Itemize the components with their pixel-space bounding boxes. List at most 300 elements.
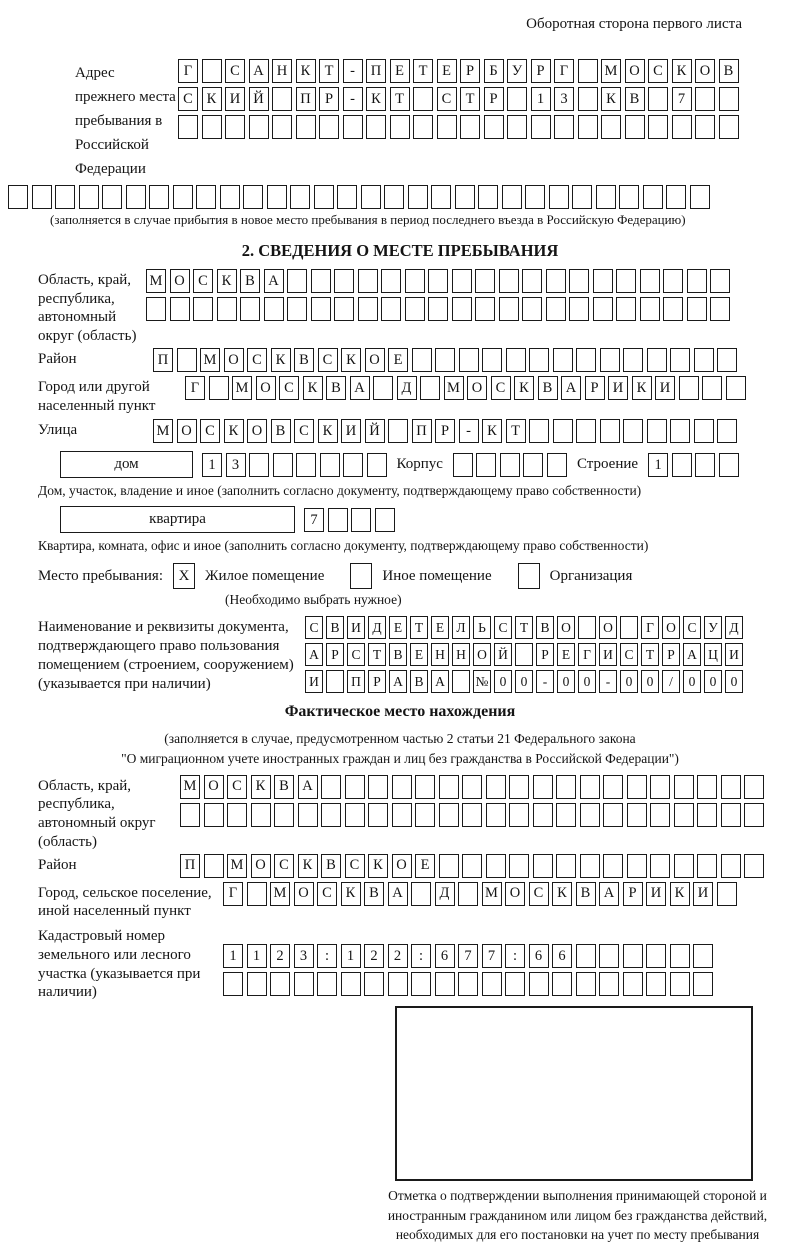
char-cell: Г bbox=[641, 616, 659, 639]
char-cell bbox=[670, 972, 690, 996]
char-cell: О bbox=[467, 376, 487, 400]
char-cell bbox=[345, 803, 365, 827]
char-cell bbox=[697, 854, 717, 878]
char-cell bbox=[603, 854, 623, 878]
char-cell bbox=[505, 972, 525, 996]
char-cell bbox=[413, 115, 433, 139]
char-cell: И bbox=[693, 882, 713, 906]
char-cell bbox=[744, 803, 764, 827]
region-label: Область, край, республика, автономный округ (область) bbox=[38, 271, 137, 345]
char-cell: Д bbox=[368, 616, 386, 639]
char-cell: Е bbox=[410, 643, 428, 666]
char-cell: 1 bbox=[247, 944, 267, 968]
char-cell bbox=[249, 453, 269, 477]
char-cell: 3 bbox=[226, 453, 246, 477]
char-cell: С bbox=[529, 882, 549, 906]
char-cell bbox=[341, 972, 361, 996]
char-cell: 1 bbox=[648, 453, 668, 477]
char-cell bbox=[220, 185, 240, 209]
char-cell: Т bbox=[410, 616, 428, 639]
char-cell bbox=[721, 803, 741, 827]
char-cell: В bbox=[326, 616, 344, 639]
char-cell bbox=[509, 854, 529, 878]
char-cell: О bbox=[599, 616, 617, 639]
char-cell: М bbox=[601, 59, 621, 83]
char-cell bbox=[533, 854, 553, 878]
char-cell: 0 bbox=[683, 670, 701, 693]
char-cell bbox=[55, 185, 75, 209]
char-cell bbox=[674, 854, 694, 878]
char-cell bbox=[431, 185, 451, 209]
char-cell bbox=[599, 944, 619, 968]
char-cell bbox=[368, 775, 388, 799]
actual-district-label: Район bbox=[38, 856, 77, 873]
char-boxes-row bbox=[305, 616, 743, 639]
char-cell: Е bbox=[557, 643, 575, 666]
char-cell bbox=[455, 185, 475, 209]
char-cell bbox=[420, 376, 440, 400]
char-cell bbox=[413, 87, 433, 111]
char-cell: Г bbox=[185, 376, 205, 400]
char-cell bbox=[694, 348, 714, 372]
char-cell: 1 bbox=[341, 944, 361, 968]
char-cell: : bbox=[317, 944, 337, 968]
char-boxes-row bbox=[305, 643, 743, 666]
char-cell: Н bbox=[272, 59, 292, 83]
char-cell: 0 bbox=[641, 670, 659, 693]
char-cell bbox=[580, 854, 600, 878]
char-cell: 0 bbox=[620, 670, 638, 693]
char-cell bbox=[343, 115, 363, 139]
char-cell bbox=[726, 376, 746, 400]
char-cell: А bbox=[249, 59, 269, 83]
char-cell: Й bbox=[494, 643, 512, 666]
char-cell: В bbox=[410, 670, 428, 693]
char-cell bbox=[600, 348, 620, 372]
stay-type-label: Место пребывания: bbox=[38, 567, 163, 584]
char-cell: К bbox=[632, 376, 652, 400]
char-cell bbox=[227, 803, 247, 827]
char-cell bbox=[554, 115, 574, 139]
char-cell: И bbox=[341, 419, 361, 443]
char-cell bbox=[435, 348, 455, 372]
char-cell bbox=[462, 803, 482, 827]
char-cell: Б bbox=[484, 59, 504, 83]
char-cell bbox=[475, 269, 495, 293]
char-cell: О bbox=[247, 419, 267, 443]
char-cell: П bbox=[347, 670, 365, 693]
checkbox-residential: X bbox=[173, 563, 195, 589]
char-cell: К bbox=[224, 419, 244, 443]
char-cell: И bbox=[305, 670, 323, 693]
char-cell: О bbox=[625, 59, 645, 83]
char-cell bbox=[650, 803, 670, 827]
char-cell bbox=[368, 803, 388, 827]
char-cell: 1 bbox=[531, 87, 551, 111]
char-cell bbox=[311, 297, 331, 321]
char-cell: Е bbox=[415, 854, 435, 878]
char-cell: Т bbox=[368, 643, 386, 666]
char-cell bbox=[623, 972, 643, 996]
char-cell bbox=[415, 775, 435, 799]
char-cell bbox=[576, 348, 596, 372]
char-cell bbox=[499, 297, 519, 321]
char-cell: П bbox=[180, 854, 200, 878]
char-cell: М bbox=[153, 419, 173, 443]
char-cell: : bbox=[411, 944, 431, 968]
char-cell bbox=[173, 185, 193, 209]
char-cell: М bbox=[146, 269, 166, 293]
char-cell bbox=[247, 882, 267, 906]
char-cell bbox=[388, 972, 408, 996]
char-cell bbox=[478, 185, 498, 209]
char-cell bbox=[366, 115, 386, 139]
char-cell: Г bbox=[554, 59, 574, 83]
char-cell: К bbox=[514, 376, 534, 400]
char-cell bbox=[646, 944, 666, 968]
char-cell bbox=[522, 297, 542, 321]
char-cell bbox=[287, 269, 307, 293]
char-cell bbox=[484, 115, 504, 139]
char-cell bbox=[507, 115, 527, 139]
char-cell: И bbox=[646, 882, 666, 906]
char-cell bbox=[553, 419, 573, 443]
char-cell bbox=[616, 269, 636, 293]
previous-address-caption: (заполняется в случае прибытия в новое место пребывания в период последнего въезда в Российскую Федерацию) bbox=[50, 212, 686, 227]
char-cell bbox=[411, 882, 431, 906]
char-cell bbox=[392, 803, 412, 827]
char-cell bbox=[576, 419, 596, 443]
char-cell: С bbox=[345, 854, 365, 878]
city-field bbox=[0, 376, 800, 416]
char-cell: К bbox=[271, 348, 291, 372]
char-cell bbox=[578, 87, 598, 111]
char-cell: В bbox=[719, 59, 739, 83]
char-cell: О bbox=[392, 854, 412, 878]
house-caption: Дом, участок, владение и иное (заполнить согласно документу, подтверждающему право собственности) bbox=[38, 483, 642, 499]
char-cell bbox=[502, 185, 522, 209]
char-cell: Е bbox=[388, 348, 408, 372]
char-cell bbox=[8, 185, 28, 209]
char-boxes-row bbox=[202, 453, 387, 477]
char-cell: П bbox=[412, 419, 432, 443]
char-cell: 7 bbox=[482, 944, 502, 968]
char-cell bbox=[202, 115, 222, 139]
char-cell: Е bbox=[431, 616, 449, 639]
stay-type-row bbox=[0, 563, 800, 589]
char-cell bbox=[695, 453, 715, 477]
char-cell bbox=[351, 508, 371, 532]
char-cell bbox=[666, 185, 686, 209]
char-cell: С bbox=[648, 59, 668, 83]
char-cell: И bbox=[655, 376, 675, 400]
option-organization-label: Организация bbox=[549, 567, 633, 584]
char-cell bbox=[319, 115, 339, 139]
char-cell: Р bbox=[460, 59, 480, 83]
char-cell: 2 bbox=[388, 944, 408, 968]
char-cell bbox=[462, 854, 482, 878]
char-cell: О bbox=[224, 348, 244, 372]
char-cell bbox=[296, 115, 316, 139]
char-cell bbox=[178, 115, 198, 139]
char-cell bbox=[625, 115, 645, 139]
char-cell bbox=[452, 297, 472, 321]
char-cell: О bbox=[177, 419, 197, 443]
char-cell: К bbox=[217, 269, 237, 293]
char-cell bbox=[452, 670, 470, 693]
char-cell: Р bbox=[319, 87, 339, 111]
char-cell bbox=[647, 348, 667, 372]
char-cell bbox=[217, 297, 237, 321]
char-cell bbox=[640, 269, 660, 293]
char-cell: О bbox=[473, 643, 491, 666]
char-cell bbox=[126, 185, 146, 209]
char-cell: В bbox=[321, 854, 341, 878]
char-cell bbox=[439, 775, 459, 799]
char-cell bbox=[486, 803, 506, 827]
char-cell bbox=[643, 185, 663, 209]
korpus-label: Корпус bbox=[396, 456, 443, 473]
char-cell bbox=[627, 854, 647, 878]
char-cell bbox=[623, 348, 643, 372]
char-cell bbox=[603, 803, 623, 827]
char-boxes-row bbox=[180, 803, 764, 827]
char-cell bbox=[102, 185, 122, 209]
char-cell: / bbox=[662, 670, 680, 693]
char-cell: Т bbox=[641, 643, 659, 666]
char-cell bbox=[361, 185, 381, 209]
char-cell bbox=[721, 775, 741, 799]
char-cell: Т bbox=[413, 59, 433, 83]
char-cell bbox=[296, 453, 316, 477]
char-boxes-row bbox=[146, 297, 730, 321]
char-cell bbox=[515, 643, 533, 666]
char-cell: Р bbox=[623, 882, 643, 906]
char-cell: 7 bbox=[458, 944, 478, 968]
char-cell bbox=[619, 185, 639, 209]
char-cell bbox=[710, 297, 730, 321]
char-cell bbox=[593, 269, 613, 293]
char-cell bbox=[452, 269, 472, 293]
char-cell bbox=[337, 185, 357, 209]
char-cell bbox=[273, 453, 293, 477]
char-cell bbox=[204, 854, 224, 878]
char-cell: Р bbox=[662, 643, 680, 666]
apartment-type-box: квартира bbox=[60, 506, 295, 533]
char-cell: М bbox=[444, 376, 464, 400]
document-field bbox=[0, 616, 800, 693]
char-cell bbox=[388, 419, 408, 443]
char-cell bbox=[264, 297, 284, 321]
char-cell bbox=[556, 854, 576, 878]
char-cell: С bbox=[247, 348, 267, 372]
char-cell: А bbox=[431, 670, 449, 693]
char-cell bbox=[32, 185, 52, 209]
char-cell: К bbox=[552, 882, 572, 906]
char-boxes-row bbox=[304, 508, 395, 532]
char-cell bbox=[717, 419, 737, 443]
char-cell bbox=[546, 269, 566, 293]
char-cell: О bbox=[294, 882, 314, 906]
char-cell: Д bbox=[725, 616, 743, 639]
char-cell: 2 bbox=[270, 944, 290, 968]
char-cell: С bbox=[683, 616, 701, 639]
char-cell: К bbox=[368, 854, 388, 878]
char-cell bbox=[453, 453, 473, 477]
char-cell bbox=[687, 269, 707, 293]
char-boxes-row bbox=[223, 944, 713, 968]
char-cell bbox=[287, 297, 307, 321]
char-cell bbox=[326, 670, 344, 693]
char-cell bbox=[459, 348, 479, 372]
char-cell: А bbox=[305, 643, 323, 666]
char-cell bbox=[193, 297, 213, 321]
char-cell bbox=[482, 972, 502, 996]
char-cell bbox=[525, 185, 545, 209]
district-label: Район bbox=[38, 350, 77, 367]
char-boxes-row bbox=[8, 185, 800, 209]
char-cell bbox=[672, 453, 692, 477]
char-cell: С bbox=[620, 643, 638, 666]
char-cell bbox=[373, 376, 393, 400]
char-cell bbox=[392, 775, 412, 799]
char-cell bbox=[375, 508, 395, 532]
char-cell bbox=[509, 775, 529, 799]
char-cell bbox=[223, 972, 243, 996]
char-cell bbox=[225, 115, 245, 139]
char-cell: К bbox=[298, 854, 318, 878]
char-cell bbox=[314, 185, 334, 209]
char-cell: 1 bbox=[223, 944, 243, 968]
char-cell: С bbox=[318, 348, 338, 372]
char-cell bbox=[462, 775, 482, 799]
char-cell: К bbox=[202, 87, 222, 111]
char-cell bbox=[509, 803, 529, 827]
house-type-box: дом bbox=[60, 451, 193, 478]
char-cell: А bbox=[561, 376, 581, 400]
char-cell: М bbox=[200, 348, 220, 372]
stay-type-note: (Необходимо выбрать нужное) bbox=[225, 592, 402, 608]
char-cell: С bbox=[491, 376, 511, 400]
char-cell bbox=[384, 185, 404, 209]
char-cell bbox=[500, 453, 520, 477]
char-cell: В bbox=[294, 348, 314, 372]
char-cell bbox=[546, 297, 566, 321]
city-label: Город или другой населенный пункт bbox=[38, 378, 156, 414]
char-cell: В bbox=[576, 882, 596, 906]
char-cell: К bbox=[341, 348, 361, 372]
char-cell bbox=[556, 803, 576, 827]
cadastre-field bbox=[0, 925, 800, 1002]
char-cell bbox=[405, 297, 425, 321]
char-cell bbox=[506, 348, 526, 372]
char-cell: А bbox=[350, 376, 370, 400]
char-boxes-row bbox=[146, 269, 730, 293]
char-cell: С bbox=[305, 616, 323, 639]
char-cell: Ь bbox=[473, 616, 491, 639]
char-cell bbox=[744, 854, 764, 878]
actual-city-field bbox=[0, 882, 800, 922]
char-cell bbox=[670, 419, 690, 443]
char-cell: 7 bbox=[304, 508, 324, 532]
char-cell bbox=[694, 419, 714, 443]
char-cell bbox=[702, 376, 722, 400]
char-cell bbox=[270, 972, 290, 996]
char-cell: - bbox=[343, 59, 363, 83]
char-cell: К bbox=[303, 376, 323, 400]
char-cell bbox=[267, 185, 287, 209]
char-cell: А bbox=[388, 882, 408, 906]
char-cell bbox=[623, 419, 643, 443]
char-cell bbox=[719, 87, 739, 111]
char-cell bbox=[627, 775, 647, 799]
char-boxes-row bbox=[453, 453, 567, 477]
cadastre-label: Кадастровый номер земельного или лесного участка (указывается при наличии) bbox=[38, 928, 201, 1001]
char-cell bbox=[272, 87, 292, 111]
char-cell bbox=[364, 972, 384, 996]
char-cell bbox=[717, 882, 737, 906]
char-cell: С bbox=[294, 419, 314, 443]
char-cell bbox=[578, 59, 598, 83]
char-cell: 1 bbox=[202, 453, 222, 477]
char-cell: 6 bbox=[552, 944, 572, 968]
char-cell: С bbox=[227, 775, 247, 799]
option-other-premises-label: Иное помещение bbox=[382, 567, 492, 584]
char-cell bbox=[623, 944, 643, 968]
char-cell: И bbox=[599, 643, 617, 666]
char-cell bbox=[247, 972, 267, 996]
char-cell bbox=[600, 419, 620, 443]
char-cell: С bbox=[279, 376, 299, 400]
char-cell: А bbox=[264, 269, 284, 293]
char-cell bbox=[721, 854, 741, 878]
char-cell: С bbox=[193, 269, 213, 293]
char-cell bbox=[367, 453, 387, 477]
char-cell bbox=[486, 775, 506, 799]
char-boxes-row bbox=[180, 854, 764, 878]
char-cell: 0 bbox=[515, 670, 533, 693]
char-cell bbox=[620, 616, 638, 639]
char-cell: С bbox=[317, 882, 337, 906]
char-cell bbox=[533, 775, 553, 799]
char-cell bbox=[334, 297, 354, 321]
char-cell bbox=[482, 348, 502, 372]
char-cell: А bbox=[599, 882, 619, 906]
char-cell: О bbox=[170, 269, 190, 293]
char-cell bbox=[576, 972, 596, 996]
char-cell: П bbox=[153, 348, 173, 372]
char-cell bbox=[298, 803, 318, 827]
char-cell: С bbox=[178, 87, 198, 111]
char-cell bbox=[294, 972, 314, 996]
char-cell: О bbox=[251, 854, 271, 878]
char-boxes-row bbox=[178, 115, 739, 139]
actual-district-field bbox=[0, 854, 800, 878]
char-cell: Й bbox=[249, 87, 269, 111]
previous-address-label: Адрес прежнего места пребывания в Российской Федерации bbox=[75, 65, 176, 177]
char-cell: О bbox=[662, 616, 680, 639]
char-boxes-row bbox=[185, 376, 746, 400]
char-cell bbox=[209, 376, 229, 400]
char-cell bbox=[627, 803, 647, 827]
char-cell: О bbox=[557, 616, 575, 639]
char-cell: 6 bbox=[529, 944, 549, 968]
section2-title: 2. СВЕДЕНИЯ О МЕСТЕ ПРЕБЫВАНИЯ bbox=[241, 240, 559, 260]
stamp-area-caption: Отметка о подтверждении выполнения принимающей стороной и иностранным гражданином или лицом без гражданства действий, необходимых для его постановки на учет по месту пребывания bbox=[387, 1188, 768, 1243]
char-cell: Д bbox=[435, 882, 455, 906]
char-cell: И bbox=[725, 643, 743, 666]
char-cell bbox=[317, 972, 337, 996]
